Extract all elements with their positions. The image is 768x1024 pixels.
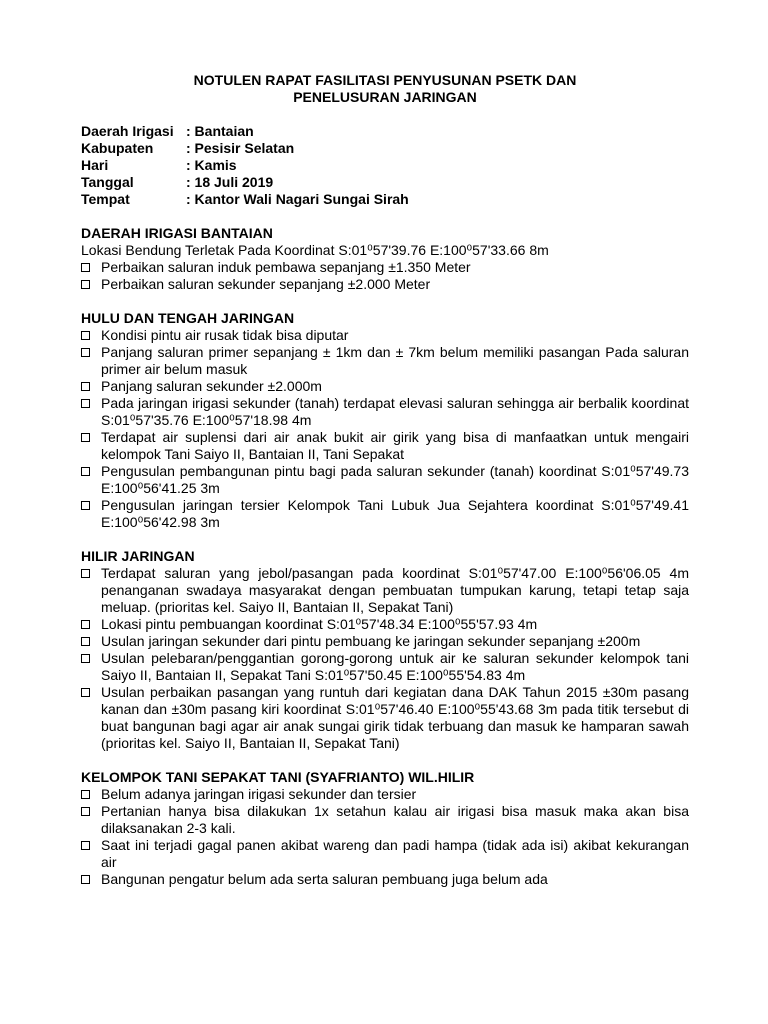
list-item-text: Kondisi pintu air rusak tidak bisa diputar xyxy=(101,327,349,343)
list-item-text: Usulan perbaikan pasangan yang runtuh dari kegiatan dana DAK Tahun 2015 ±30m pasang kanan dan ±30m pasang kiri koordinat S:01⁰57'46.40 E:100⁰55'43.68 3m pada titik tersebut di buat bangunan bagi agar air anak sungai girik tidak terbuang dan masuk ke hamparan sawah (prioritas kel. Saiyo II, Bantaian II, Sepakat Tani) xyxy=(101,684,689,751)
list-item-text: Perbaikan saluran induk pembawa sepanjang ±1.350 Meter xyxy=(101,259,471,275)
section-title: HULU DAN TENGAH JARINGAN xyxy=(81,310,295,326)
meta-value: : 18 Juli 2019 xyxy=(186,174,274,190)
list-item xyxy=(81,378,689,395)
list-item-text: Terdapat air suplensi dari air anak bukit air girik yang bisa di manfaatkan untuk mengairi kelompok Tani Saiyo II, Bantaian II, Tani Sepakat xyxy=(101,429,689,462)
list-item-text: Pengusulan pembangunan pintu bagi pada saluran sekunder (tanah) koordinat S:01⁰57'49.73 E:100⁰56'41.25 3m xyxy=(101,463,689,496)
meta-row-tempat xyxy=(81,191,689,208)
checkbox-icon xyxy=(81,429,101,446)
list-item xyxy=(81,786,689,803)
list-item xyxy=(81,837,689,871)
meta-row-kabupaten xyxy=(81,140,689,157)
list-item xyxy=(81,259,689,276)
section-title: KELOMPOK TANI SEPAKAT TANI (SYAFRIANTO) WIL.HILIR xyxy=(81,769,475,785)
meta-row-daerah xyxy=(81,123,689,140)
section-kelompok-tani xyxy=(81,769,689,888)
checkbox-icon xyxy=(81,871,101,888)
section-title: DAERAH IRIGASI BANTAIAN xyxy=(81,225,273,241)
list-item xyxy=(81,633,689,650)
list-item-text: Perbaikan saluran sekunder sepanjang ±2.000 Meter xyxy=(101,276,431,292)
checkbox-icon xyxy=(81,684,101,701)
list-item-text: Terdapat saluran yang jebol/pasangan pada koordinat S:01⁰57'47.00 E:100⁰56'06.05 4m penanganan swadaya masyarakat dengan pembuatan tumpukan karung, tetapi tetap saja meluap. (prioritas kel. Saiyo II, Bantaian II, Sepakat Tani) xyxy=(101,565,689,615)
meta-row-tanggal xyxy=(81,174,689,191)
section-hilir xyxy=(81,548,689,752)
checkbox-icon xyxy=(81,565,101,582)
checkbox-icon xyxy=(81,395,101,412)
meta-value: : Kamis xyxy=(186,157,237,173)
list-item-text: Pertanian hanya bisa dilakukan 1x setahun kalau air irigasi bisa masuk maka akan bisa dilaksanakan 2-3 kali. xyxy=(101,803,689,836)
checkbox-icon xyxy=(81,803,101,820)
checkbox-icon xyxy=(81,259,101,276)
list-item-text: Lokasi pintu pembuangan koordinat S:01⁰57'48.34 E:100⁰55'57.93 4m xyxy=(101,616,538,632)
list-item-text: Usulan pelebaran/penggantian gorong-gorong untuk air ke saluran sekunder kelompok tani Saiyo II, Bantaian II, Sepakat Tani S:01⁰57'50.45 E:100⁰55'54.83 4m xyxy=(101,650,689,683)
checkbox-icon xyxy=(81,650,101,667)
meta-row-hari xyxy=(81,157,689,174)
title-line-1: NOTULEN RAPAT FASILITASI PENYUSUNAN PSETK DAN xyxy=(193,72,577,88)
list-item xyxy=(81,429,689,463)
location-text: Lokasi Bendung Terletak Pada Koordinat S:01⁰57'39.76 E:100⁰57'33.66 8m xyxy=(81,242,549,258)
checkbox-icon xyxy=(81,786,101,803)
list-item xyxy=(81,684,689,752)
list-item-text: Bangunan pengatur belum ada serta saluran pembuang juga belum ada xyxy=(101,871,548,887)
list-item xyxy=(81,276,689,293)
section-title: HILIR JARINGAN xyxy=(81,548,195,564)
list-item xyxy=(81,327,689,344)
document-title xyxy=(81,72,689,106)
meta-label: Tempat xyxy=(81,191,130,207)
list-item-text: Usulan jaringan sekunder dari pintu pembuang ke jaringan sekunder sepanjang ±200m xyxy=(101,633,641,649)
list-item-text: Pada jaringan irigasi sekunder (tanah) terdapat elevasi saluran sehingga air berbalik koordinat S:01⁰57'35.76 E:100⁰57'18.98 4m xyxy=(101,395,689,428)
checkbox-icon xyxy=(81,327,101,344)
section-hulu-tengah xyxy=(81,310,689,531)
list-item xyxy=(81,395,689,429)
checkbox-icon xyxy=(81,837,101,854)
meeting-info xyxy=(81,123,689,208)
meta-label: Tanggal xyxy=(81,174,134,190)
checkbox-icon xyxy=(81,276,101,293)
document-page xyxy=(81,72,689,888)
checkbox-icon xyxy=(81,344,101,361)
meta-label: Kabupaten xyxy=(81,140,154,156)
list-item xyxy=(81,650,689,684)
list-item xyxy=(81,463,689,497)
section-daerah-irigasi xyxy=(81,225,689,293)
checkbox-icon xyxy=(81,378,101,395)
meta-label: Daerah Irigasi xyxy=(81,123,174,139)
list-item xyxy=(81,497,689,531)
list-item-text: Belum adanya jaringan irigasi sekunder dan tersier xyxy=(101,786,417,802)
checkbox-icon xyxy=(81,497,101,514)
checkbox-icon xyxy=(81,633,101,650)
list-item xyxy=(81,565,689,616)
meta-value: : Pesisir Selatan xyxy=(186,140,295,156)
list-item-text: Pengusulan jaringan tersier Kelompok Tani Lubuk Jua Sejahtera koordinat S:01⁰57'49.41 E:100⁰56'42.98 3m xyxy=(101,497,689,530)
list-item xyxy=(81,871,689,888)
list-item xyxy=(81,803,689,837)
list-item-text: Saat ini terjadi gagal panen akibat wareng dan padi hampa (tidak ada isi) akibat kekurangan air xyxy=(101,837,689,870)
checkbox-icon xyxy=(81,463,101,480)
meta-value: : Kantor Wali Nagari Sungai Sirah xyxy=(186,191,409,207)
meta-label: Hari xyxy=(81,157,109,173)
meta-value: : Bantaian xyxy=(186,123,254,139)
list-item xyxy=(81,616,689,633)
list-item xyxy=(81,344,689,378)
checkbox-icon xyxy=(81,616,101,633)
title-line-2: PENELUSURAN JARINGAN xyxy=(293,89,477,105)
list-item-text: Panjang saluran primer sepanjang ± 1km dan ± 7km belum memiliki pasangan Pada saluran primer air belum masuk xyxy=(101,344,689,377)
list-item-text: Panjang saluran sekunder ±2.000m xyxy=(101,378,322,394)
